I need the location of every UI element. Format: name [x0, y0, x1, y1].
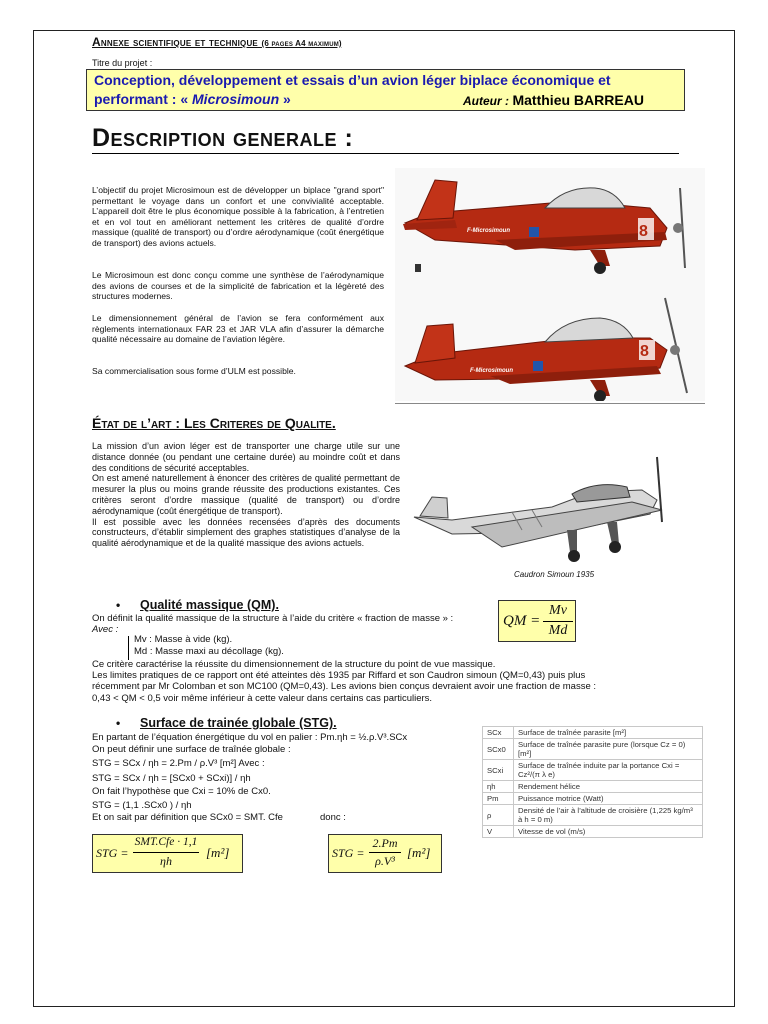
project-title-line2: performant : « Microsimoun » [94, 91, 291, 107]
stg-line4: STG = SCx / ηh = [SCx0 + SCxi)] / ηh [92, 773, 251, 784]
legend-symbol: ηh [483, 781, 514, 793]
stg-f1-den: ηh [160, 854, 172, 868]
plane-marking-top: F-Microsimoun [467, 228, 510, 234]
stg-f2-num: 2.Pm [372, 836, 398, 850]
legend-description: Vitesse de vol (m/s) [514, 826, 703, 838]
plane-number-bottom: 8 [640, 343, 649, 360]
qm-formula-lhs: QM = [503, 613, 541, 629]
legend-symbol: ρ [483, 805, 514, 826]
legend-symbol: SCx0 [483, 739, 514, 760]
stg-f1-num: SMT.Cfe · 1,1 [134, 836, 198, 848]
section-title-description: Description generale : [92, 124, 354, 152]
project-label: Titre du projet : [92, 58, 153, 68]
synthesis-paragraph: Le Microsimoun est donc conçu comme une synthèse de l’aérodynamique des avions de courses et de la simplicité de fabrication et la légèreté des structures modernes. [92, 270, 384, 302]
mission-paragraph: La mission d’un avion léger est de transporter une charge utile sur une distance donnée (ou pendant une certaine durée) au moindre coût et dans des conditions de sécurité acceptables. [92, 441, 400, 473]
statistics-paragraph: Il est possible avec les données recensées d’après des documents constructeurs, d’établir simplement des graphes statistiques d’analyse de la qualité aérodynamique et de la qualité massique des avions actuels. [92, 516, 400, 549]
qm-formula-den: Md [548, 623, 568, 638]
qm-criterion: Ce critère caractérise la réussite du dimensionnement de la structure du point de vue massique. [92, 659, 496, 670]
stg-line5: On fait l’hypothèse que Cxi = 10% de Cx0. [92, 786, 271, 797]
stg-formula1-box [92, 834, 243, 873]
image-caption: Caudron Simoun 1935 [514, 570, 595, 579]
image-divider [395, 403, 705, 404]
qm-avec: Avec : [92, 624, 119, 635]
grey-plane-drawing [412, 452, 670, 567]
regulation-paragraph: Le dimensionnement général de l’avion se fera conformément aux règlements internationaux FAR 23 et JAR VLA afin d’assurer la démarche qualité nécessaire au domaine de l’aviation légère. [92, 313, 384, 345]
legend-symbol: SCxi [483, 760, 514, 781]
bullet-icon: • [116, 716, 121, 730]
brace-line [128, 636, 129, 660]
legend-symbol: V [483, 826, 514, 838]
legend-description: Densité de l’air à l’altitude de croisière (1,225 kg/m³ à h = 0 m) [514, 805, 703, 826]
legend-description: Surface de traînée parasite [m²] [514, 727, 703, 739]
stg-f1-unit: [m²] [206, 845, 230, 860]
legend-row [483, 805, 703, 826]
project-author: Auteur : Matthieu BARREAU [463, 92, 644, 108]
stg-f2-lhs: STG = [332, 846, 365, 860]
qm-formula-box [498, 600, 576, 642]
intro-paragraph: L’objectif du projet Microsimoun est de développer un biplace "grand sport" permettant le voyage dans un confort et une convivialité acceptable. L’appareil doit être le plus économique possible à la fabrication, à l’entretien et en vol tout en améliorant nettement les critères de qualité d’ordre massique (qualité de transport) ou d’ordre aérodynamique (coût énergétique de transport) des avions actuels. [92, 185, 384, 248]
qm-md-definition: Md : Masse maxi au décollage (kg). [134, 646, 284, 657]
qm-limits-line2: récemment par Mr Colomban et son MC100 (QM=0,43). Les avions bien conçus devraient avoir une fraction de masse : [92, 681, 597, 692]
qm-mv-definition: Mv : Masse à vide (kg). [134, 634, 233, 645]
stg-line7-donc: donc : [320, 812, 346, 823]
qm-heading: Qualité massique (QM). [140, 598, 279, 612]
section-title-state-of-art: État de l’art : Les Criteres de Qualite. [92, 415, 336, 431]
project-title-line1: Conception, développement et essais d’un avion léger biplace économique et [94, 72, 611, 88]
legend-symbol: Pm [483, 793, 514, 805]
annex-title: Annexe scientifique et technique (6 pages A4 maximum) [92, 35, 342, 49]
stg-f2-unit: [m²] [407, 845, 431, 860]
qm-limits-line1: Les limites pratiques de ce rapport ont été atteintes dès 1935 par Riffard et son Caudron simoun (QM=0,43) puis plus [92, 670, 586, 681]
qm-ranges: 0,43 < QM < 0,5 voir même inférieur à cette valeur dans certains cas particuliers. [92, 693, 433, 704]
symbol-legend-table [482, 726, 703, 838]
project-title-box [86, 69, 685, 111]
legend-row [483, 793, 703, 805]
bullet-icon: • [116, 598, 121, 612]
legend-description: Rendement hélice [514, 781, 703, 793]
legend-description: Surface de traînée parasite pure (lorsque Cz = 0) [m²] [514, 739, 703, 760]
red-plane-bottom [405, 298, 687, 401]
caudron-simoun-illustration [412, 452, 670, 567]
stg-f1-lhs: STG = [96, 846, 129, 860]
legend-row [483, 826, 703, 838]
stg-formula2-box [328, 834, 442, 873]
legend-row [483, 739, 703, 760]
red-plane-illustration [395, 168, 705, 401]
fraction-bar [133, 852, 199, 853]
fraction-bar [369, 852, 401, 853]
legend-row [483, 781, 703, 793]
qm-definition: On définit la qualité massique de la structure à l’aide du critère « fraction de masse » : [92, 613, 454, 624]
plane-number-top: 8 [639, 223, 648, 240]
stg-line2: On peut définir une surface de traînée globale : [92, 744, 291, 755]
microsimoun-renderings [395, 168, 705, 401]
qm-formula-num: Mv [549, 603, 567, 618]
title-divider [92, 153, 679, 154]
state-of-art-text [92, 441, 400, 549]
red-plane-top [403, 180, 685, 274]
stg-f2-den: ρ.V³ [375, 854, 395, 868]
stg-heading: Surface de trainée globale (STG). [140, 716, 337, 730]
stg-line6: STG = (1,1 .SCx0 ) / ηh [92, 800, 192, 811]
legend-row [483, 727, 703, 739]
legend-description: Puissance motrice (Watt) [514, 793, 703, 805]
ulm-paragraph: Sa commercialisation sous forme d’ULM est possible. [92, 366, 296, 376]
legend-symbol: SCx [483, 727, 514, 739]
criteria-paragraph: On est amené naturellement à énoncer des critères de qualité permettant de mesurer la plus ou moins grande réussite des productions existantes. Ces critères seront d’ordre massique (qualité de transport) ou d’ordre aérodynamique (coût énergétique de transport). [92, 473, 400, 516]
plane-marking-bottom: F-Microsimoun [470, 368, 513, 374]
stg-line7: Et on sait par définition que SCx0 = SMT. Cfe [92, 812, 283, 823]
fraction-bar [543, 621, 573, 622]
legend-description: Surface de traînée induite par la portance Cxi = Cz²/(π λ e) [514, 760, 703, 781]
stg-line3: STG = SCx / ηh = 2.Pm / ρ.V³ [m²] Avec : [92, 758, 265, 769]
stg-line1: En partant de l’équation énergétique du vol en palier : Pm.ηh = ½.ρ.V³.SCx [92, 732, 408, 743]
legend-row [483, 760, 703, 781]
